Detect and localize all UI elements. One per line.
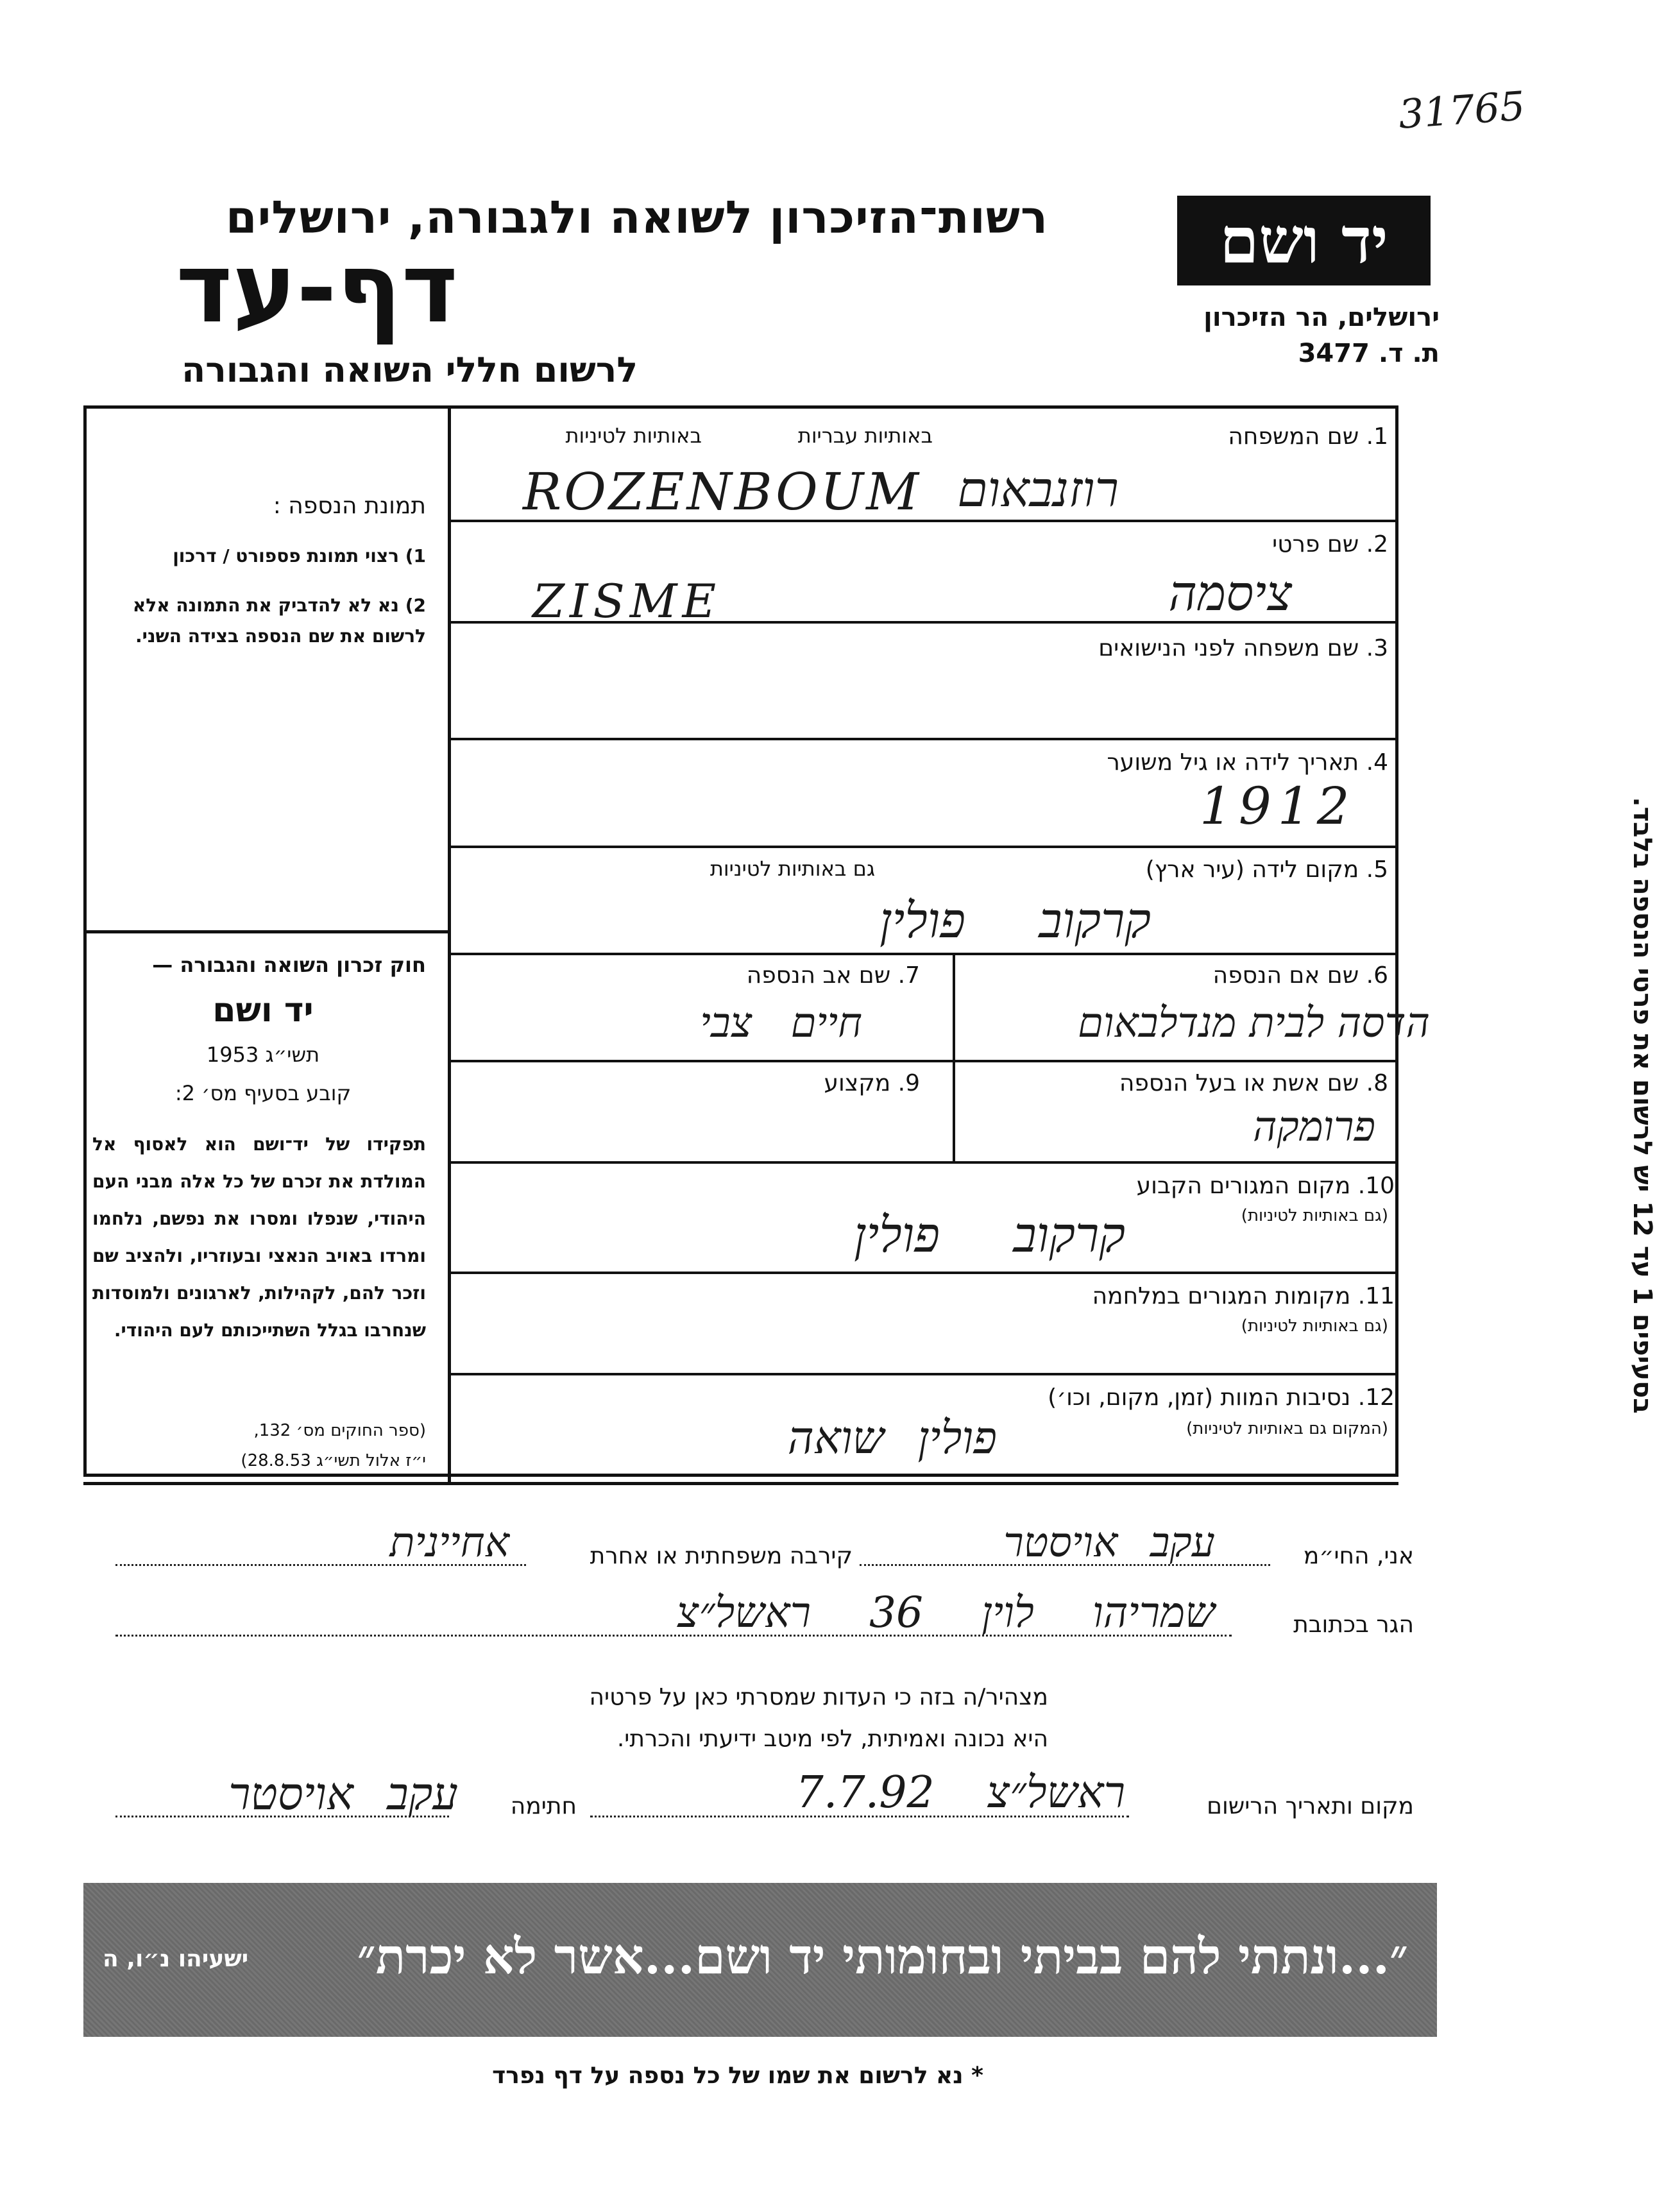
split-6-7 [953,953,955,1060]
declaration-i-value[interactable]: עקב אויסטר [1003,1519,1215,1567]
field-10-sub: (גם באותיות לטיניות) [1241,1206,1388,1225]
field-4-label: 4. תאריך לידה או גיל משוער [1107,749,1388,776]
field-4-value[interactable]: 1912 [1200,776,1356,836]
side-note: בסעיפים 1 עד 12 יש לרשום את פרטי הנספה בלבד. [1627,797,1657,1414]
field-8-label: 8. שם אשת או בעל הנספה [1119,1070,1388,1096]
field-1-latin-header: באותיות לטיניות [565,423,702,448]
field-1-label: 1. שם המשפחה [1228,423,1388,450]
declaration-i-label: אני, החי״מ [1303,1543,1414,1569]
field-2-value-hebrew[interactable]: ציסמה [1168,565,1292,622]
field-3-label: 3. שם משפחה לפני הנישואים [1098,635,1388,661]
form-title: דף-עד [176,233,458,345]
logo-text: יד ושם [1219,203,1388,278]
field-2-value-latin[interactable]: ZISME [532,574,722,628]
footer-note: * נא לרשום את שמו של כל נספה על דף נפרד [492,2063,983,2089]
banner-quote: ״...ונתתי להם בביתי ובחומותי יד ושם...אשר לא יכרת״ [357,1928,1408,1985]
form-subtitle: לרשום חללי השואה והגבורה [182,350,638,390]
address-value[interactable]: שמריהו לוין 36 ראשל״צ [676,1588,1215,1637]
left-column-separator [83,930,450,933]
address-line-2: ת. ד. 3477 [1298,339,1440,368]
field-9-label: 9. מקצוע [824,1070,920,1096]
field-10-value[interactable]: קרקוב פולין [853,1206,1125,1263]
law-name: יד ושם [212,991,314,1030]
row-line-5 [448,846,1398,848]
field-8-value[interactable]: פרומקה [1252,1103,1375,1151]
split-8-9 [953,1060,955,1161]
law-heading: חוק זכרון השואה והגבורה — [152,953,426,977]
form-bottom-line [83,1482,1398,1485]
photo-note-2: 2) נא לא להדביק את התמונה אלא לרשום את שם הנספה בצידה השני. [132,595,426,647]
field-7-label: 7. שם אב הנספה [746,962,920,989]
row-line-6 [448,953,1398,955]
field-7-value[interactable]: חיים צבי [700,1000,862,1047]
law-body: תפקידו של יד־ושם הוא לאסוף אל המולדת את זכרם של כל אלה מבני העם היהודי, שנפלו ומסרו את נפשם, נלחמו ומרדו באויב הנאצי ובעוזריו, ולהציב שם וזכר להם, לקהילות, לארגונים ולמוסדות שנחרבו בגלל השתייכותם לעם היהודי. [92,1134,426,1341]
archive-number: 31765 [1397,82,1527,138]
authority-line: רשות־הזיכרון לשואה ולגבורה, ירושלים [225,191,1048,244]
column-divider [448,405,451,1483]
field-11-sub: (גם באותיות לטיניות) [1241,1316,1388,1336]
statement-line-1: מצהיר/ה בזה כי העדות שמסרתי כאן על פרטיה [589,1684,1048,1710]
law-year: תשי״ג 1953 [206,1042,320,1067]
field-11-label: 11. מקומות המגורים במלחמה [1092,1283,1395,1309]
field-6-value[interactable]: הדסה לבית מנדלבאום [1078,1000,1430,1047]
field-5-value[interactable]: קרקוב פולין [879,892,1151,949]
banner-source: ישעיהו נ״ו, ה [103,1946,249,1972]
address-label: הגר בכתובת [1293,1612,1414,1638]
field-1-hebrew-header: באותיות עבריות [797,423,933,448]
place-date-label: מקום ותאריך הרישום [1207,1793,1414,1819]
field-2-label: 2. שם פרטי [1272,531,1388,557]
field-1-value-hebrew[interactable]: רוזנבאום [957,461,1119,518]
statement-line-2: היא נכונה ואמיתית, לפי מיטב ידיעתי והכרתי. [616,1726,1048,1752]
row-line-12 [448,1373,1398,1375]
quote-banner [83,1883,1437,2037]
row-line-10 [448,1161,1398,1164]
law-ref-1: (ספר החוקים מס׳ 132, [253,1421,426,1440]
field-12-label: 12. נסיבות המוות (זמן, מקום, וכו׳) [1048,1384,1395,1411]
field-12-sub: (המקום גם באותיות לטיניות) [1186,1419,1388,1438]
law-clause: קובע בסעיף מס׳ 2: [174,1081,352,1105]
yad-vashem-logo [1177,196,1431,285]
address-line-1: ירושלים, הר הזיכרון [1203,303,1440,332]
relation-value[interactable]: אחיינית [389,1519,509,1567]
field-1-value-latin[interactable]: ROZENBOUM [523,462,921,522]
field-5-latin-header: גם באותיות לטיניות [710,856,875,881]
photo-note-1: 1) רצוי תמונת פספורט / דרכון [173,545,426,566]
field-10-label: 10. מקום המגורים הקבוע [1136,1173,1395,1199]
relation-label: קירבה משפחתית או אחרת [590,1543,853,1569]
row-line-4 [448,738,1398,740]
field-5-label: 5. מקום לידה (עיר ארץ) [1145,856,1388,883]
law-ref-2: י״ז אלול תשי״ג 28.8.53) [241,1451,426,1470]
signature-label: חתימה [510,1793,577,1819]
field-12-value[interactable]: פולין שואה [787,1411,997,1464]
photo-box-title: תמונת הנספה : [273,493,426,519]
place-date-value[interactable]: ראשל״צ 7.7.92 [795,1767,1125,1818]
field-6-label: 6. שם אם הנספה [1212,962,1388,989]
row-line-11 [448,1272,1398,1274]
row-line-8 [448,1060,1398,1062]
signature-value: עקב אויסטר [228,1767,458,1820]
